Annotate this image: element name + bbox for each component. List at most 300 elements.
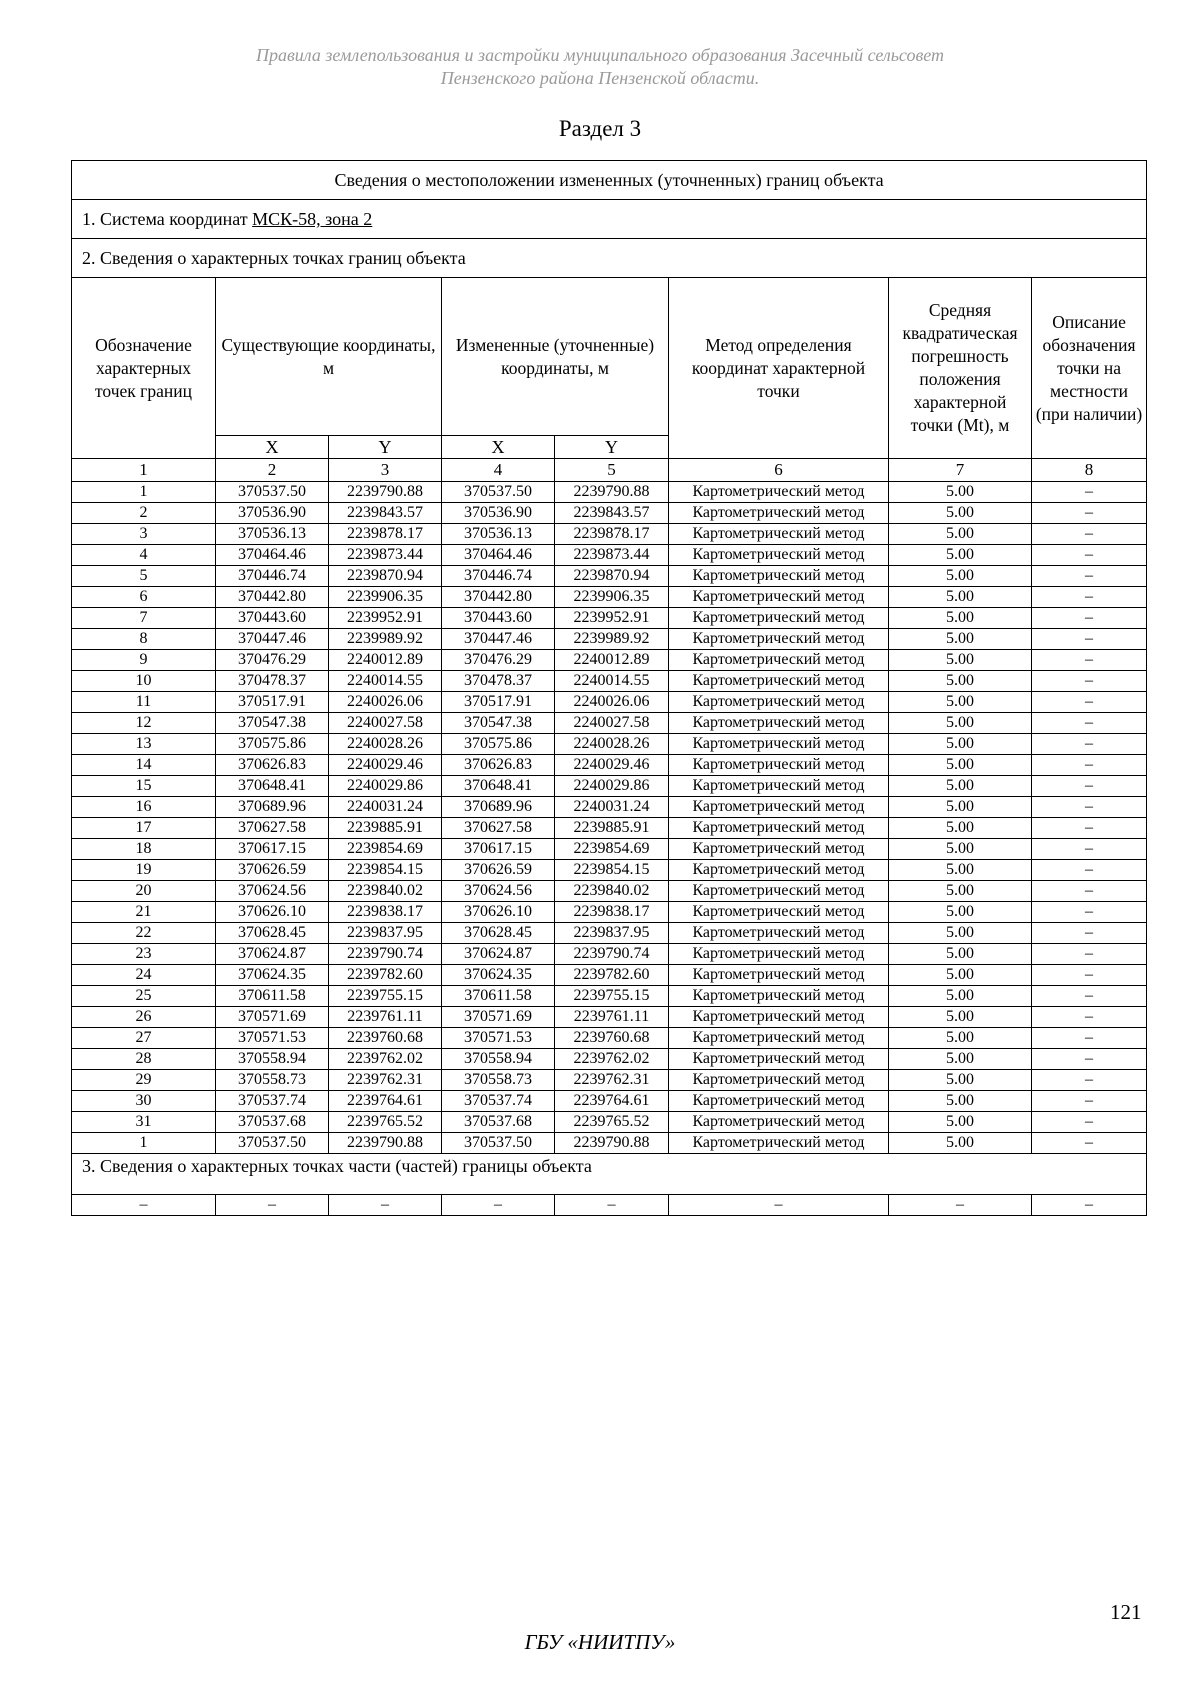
table-cell: 2239782.60	[555, 965, 669, 986]
table-caption: Сведения о местоположении измененных (уточненных) границ объекта	[72, 161, 1147, 200]
table-cell: 2239790.74	[329, 944, 442, 965]
table-cell: 2239837.95	[555, 923, 669, 944]
table-cell: 2239843.57	[555, 503, 669, 524]
table-cell: 5.00	[889, 839, 1032, 860]
table-cell: 5.00	[889, 650, 1032, 671]
table-cell: 370547.38	[216, 713, 329, 734]
table-cell: 19	[72, 860, 216, 881]
table-cell: 5.00	[889, 1133, 1032, 1154]
table-cell: 18	[72, 839, 216, 860]
header-error: Средняя квадратическая погрешность положения характерной точки (Mt), м	[889, 278, 1032, 459]
table-cell: 5.00	[889, 503, 1032, 524]
table-cell: 2239764.61	[329, 1091, 442, 1112]
table-cell: 370626.59	[216, 860, 329, 881]
table-cell: 2239762.31	[329, 1070, 442, 1091]
table-row	[72, 482, 1147, 503]
table-cell: 5.00	[889, 881, 1032, 902]
table-cell: 2239854.15	[329, 860, 442, 881]
table-row	[72, 1091, 1147, 1112]
table-cell: 370648.41	[216, 776, 329, 797]
table-cell: 5.00	[889, 713, 1032, 734]
table-cell: 370627.58	[442, 818, 555, 839]
table-cell: 8	[72, 629, 216, 650]
table-cell: 370558.73	[442, 1070, 555, 1091]
table-cell: Картометрический метод	[669, 944, 889, 965]
table-row	[72, 608, 1147, 629]
table-cell: 370447.46	[216, 629, 329, 650]
table-cell: 5.00	[889, 1070, 1032, 1091]
table-cell: 2239989.92	[329, 629, 442, 650]
column-number: 6	[669, 459, 889, 482]
table-cell: 2239870.94	[555, 566, 669, 587]
header-description: Описание обозначения точки на местности (при наличии)	[1032, 278, 1147, 459]
table-cell: –	[555, 1195, 669, 1216]
header-method: Метод определения координат характерной точки	[669, 278, 889, 459]
table-cell: 370558.94	[442, 1049, 555, 1070]
table-cell: –	[1032, 692, 1147, 713]
table-cell: 370537.74	[216, 1091, 329, 1112]
table-cell: 2239878.17	[555, 524, 669, 545]
table-row	[72, 755, 1147, 776]
table-row	[72, 1133, 1147, 1154]
table-cell: 370476.29	[216, 650, 329, 671]
table-cell: 370478.37	[442, 671, 555, 692]
table-cell: 5.00	[889, 944, 1032, 965]
table-row	[72, 902, 1147, 923]
table-cell: Картометрический метод	[669, 524, 889, 545]
table-cell: 9	[72, 650, 216, 671]
running-header-line-1: Правила землепользования и застройки муниципального образования Засечный сельсовет	[255, 45, 945, 65]
header-existing-x: X	[216, 436, 329, 459]
table-row	[72, 524, 1147, 545]
table-row	[72, 650, 1147, 671]
header-changed: Измененные (уточненные) координаты, м	[442, 278, 669, 436]
column-number: 2	[216, 459, 329, 482]
table-cell: 370517.91	[442, 692, 555, 713]
table-cell: 2240012.89	[329, 650, 442, 671]
table-cell: Картометрический метод	[669, 902, 889, 923]
coord-system-row	[72, 200, 1147, 239]
table-cell: 370536.13	[442, 524, 555, 545]
table-cell: 2239755.15	[329, 986, 442, 1007]
table-cell: 2239906.35	[329, 587, 442, 608]
coord-system-cell	[72, 200, 1147, 239]
table-cell: –	[1032, 839, 1147, 860]
table-cell: –	[1032, 818, 1147, 839]
table-cell: 29	[72, 1070, 216, 1091]
table-cell: 24	[72, 965, 216, 986]
table-cell: –	[1032, 1091, 1147, 1112]
table-cell: 370476.29	[442, 650, 555, 671]
table-cell: –	[1032, 608, 1147, 629]
table-cell: Картометрический метод	[669, 881, 889, 902]
table-cell: 5.00	[889, 1028, 1032, 1049]
table-cell: 370443.60	[216, 608, 329, 629]
table-cell: –	[1032, 1195, 1147, 1216]
table-cell: 2239873.44	[555, 545, 669, 566]
table-row	[72, 692, 1147, 713]
table-row	[72, 713, 1147, 734]
table-cell: 2239854.69	[555, 839, 669, 860]
table-cell: 370689.96	[442, 797, 555, 818]
table-cell: Картометрический метод	[669, 587, 889, 608]
part-section-row	[72, 1154, 1147, 1195]
table-cell: 370628.45	[442, 923, 555, 944]
table-cell: 5.00	[889, 923, 1032, 944]
table-cell: 370446.74	[442, 566, 555, 587]
table-cell: 4	[72, 545, 216, 566]
table-cell: 370558.73	[216, 1070, 329, 1091]
table-cell: 5.00	[889, 1112, 1032, 1133]
table-cell: –	[1032, 1070, 1147, 1091]
table-row	[72, 818, 1147, 839]
table-cell: 2240027.58	[329, 713, 442, 734]
table-cell: Картометрический метод	[669, 986, 889, 1007]
table-cell: 2240031.24	[329, 797, 442, 818]
table-cell: 2240029.46	[329, 755, 442, 776]
table-cell: 370626.10	[442, 902, 555, 923]
point-rows	[72, 482, 1147, 1154]
table-cell: 2239854.69	[329, 839, 442, 860]
table-cell: 5.00	[889, 755, 1032, 776]
table-cell: 370571.69	[442, 1007, 555, 1028]
table-cell: Картометрический метод	[669, 608, 889, 629]
table-cell: 1	[72, 482, 216, 503]
table-cell: 5.00	[889, 797, 1032, 818]
table-cell: 2240012.89	[555, 650, 669, 671]
table-cell: –	[1032, 545, 1147, 566]
table-cell: 5.00	[889, 524, 1032, 545]
table-cell: 370617.15	[442, 839, 555, 860]
table-cell: 370537.50	[442, 1133, 555, 1154]
footer-org: ГБУ «НИИТПУ»	[524, 1630, 676, 1654]
table-cell: 23	[72, 944, 216, 965]
table-cell: 2239761.11	[329, 1007, 442, 1028]
table-cell: 370517.91	[216, 692, 329, 713]
table-cell: –	[1032, 965, 1147, 986]
table-cell: Картометрический метод	[669, 482, 889, 503]
table-cell: 11	[72, 692, 216, 713]
column-number: 3	[329, 459, 442, 482]
table-row	[72, 671, 1147, 692]
table-cell: –	[1032, 1133, 1147, 1154]
table-cell: 370575.86	[216, 734, 329, 755]
running-header	[0, 44, 1200, 90]
table-cell: 370442.80	[442, 587, 555, 608]
table-cell: 5.00	[889, 482, 1032, 503]
table-cell: 2240026.06	[329, 692, 442, 713]
coord-system-label: 1. Система координат	[82, 209, 253, 229]
table-cell: Картометрический метод	[669, 650, 889, 671]
points-section-row	[72, 239, 1147, 278]
table-cell: 370537.50	[442, 482, 555, 503]
table-cell: 370442.80	[216, 587, 329, 608]
table-cell: 27	[72, 1028, 216, 1049]
table-row	[72, 1007, 1147, 1028]
table-cell: Картометрический метод	[669, 671, 889, 692]
table-cell: 5	[72, 566, 216, 587]
table-cell: 370571.69	[216, 1007, 329, 1028]
table-cell: 2239952.91	[555, 608, 669, 629]
table-row	[72, 797, 1147, 818]
table-cell: –	[1032, 1112, 1147, 1133]
page-number: 121	[1110, 1600, 1142, 1624]
table-cell: 370537.50	[216, 1133, 329, 1154]
table-cell: –	[1032, 587, 1147, 608]
section-title: Раздел 3	[558, 116, 642, 141]
table-cell: 370447.46	[442, 629, 555, 650]
table-row	[72, 1028, 1147, 1049]
table-cell: 2239854.15	[555, 860, 669, 881]
column-number: 5	[555, 459, 669, 482]
table-cell: –	[1032, 881, 1147, 902]
table-cell: 5.00	[889, 629, 1032, 650]
table-cell: Картометрический метод	[669, 1070, 889, 1091]
table-row	[72, 587, 1147, 608]
table-cell: Картометрический метод	[669, 1007, 889, 1028]
table-cell: 2239761.11	[555, 1007, 669, 1028]
table-cell: 2239762.02	[555, 1049, 669, 1070]
table-cell: –	[1032, 629, 1147, 650]
table-cell: –	[1032, 944, 1147, 965]
table-cell: 5.00	[889, 692, 1032, 713]
table-cell: –	[1032, 1007, 1147, 1028]
table-row	[72, 881, 1147, 902]
table-cell: 2240029.46	[555, 755, 669, 776]
table-cell: 370648.41	[442, 776, 555, 797]
table-row	[72, 545, 1147, 566]
table-cell: 5.00	[889, 1091, 1032, 1112]
table-cell: 2239755.15	[555, 986, 669, 1007]
table-cell: Картометрический метод	[669, 839, 889, 860]
table-cell: Картометрический метод	[669, 755, 889, 776]
table-cell: 370624.56	[442, 881, 555, 902]
table-cell: 21	[72, 902, 216, 923]
table-cell: –	[669, 1195, 889, 1216]
table-cell: 5.00	[889, 776, 1032, 797]
table-cell: 16	[72, 797, 216, 818]
table-row	[72, 1112, 1147, 1133]
table-cell: 370571.53	[216, 1028, 329, 1049]
table-cell: Картометрический метод	[669, 713, 889, 734]
table-cell: 370611.58	[442, 986, 555, 1007]
table-cell: 2239870.94	[329, 566, 442, 587]
table-cell: 17	[72, 818, 216, 839]
table-row	[72, 734, 1147, 755]
table-cell: 2239790.88	[555, 482, 669, 503]
table-cell: Картометрический метод	[669, 965, 889, 986]
table-row	[72, 944, 1147, 965]
table-cell: 28	[72, 1049, 216, 1070]
table-cell: 14	[72, 755, 216, 776]
table-cell: 2239843.57	[329, 503, 442, 524]
part-rows	[72, 1195, 1147, 1216]
table-row	[72, 1049, 1147, 1070]
table-cell: –	[1032, 986, 1147, 1007]
table-cell: –	[216, 1195, 329, 1216]
table-cell: 2240028.26	[555, 734, 669, 755]
table-cell: 2239837.95	[329, 923, 442, 944]
table-cell: 370611.58	[216, 986, 329, 1007]
table-cell: 13	[72, 734, 216, 755]
table-cell: 2239952.91	[329, 608, 442, 629]
table-row	[72, 776, 1147, 797]
table-cell: 22	[72, 923, 216, 944]
table-cell: –	[1032, 713, 1147, 734]
table-cell: Картометрический метод	[669, 818, 889, 839]
table-cell: 2239790.88	[555, 1133, 669, 1154]
table-cell: 2239782.60	[329, 965, 442, 986]
table-cell: 2239838.17	[329, 902, 442, 923]
part-section-title: 3. Сведения о характерных точках части (частей) границы объекта	[72, 1154, 1147, 1195]
table-cell: Картометрический метод	[669, 776, 889, 797]
table-cell: –	[1032, 524, 1147, 545]
running-header-line-2: Пензенского района Пензенской области.	[440, 68, 760, 88]
table-cell: 370624.35	[216, 965, 329, 986]
table-cell: 5.00	[889, 608, 1032, 629]
table-cell: 15	[72, 776, 216, 797]
table-cell: Картометрический метод	[669, 734, 889, 755]
table-cell: Картометрический метод	[669, 923, 889, 944]
table-cell: 2239878.17	[329, 524, 442, 545]
table-cell: 2239885.91	[555, 818, 669, 839]
table-cell: Картометрический метод	[669, 1028, 889, 1049]
table-cell: 2239840.02	[555, 881, 669, 902]
table-cell: 370536.90	[216, 503, 329, 524]
table-cell: 5.00	[889, 671, 1032, 692]
table-cell: 2240026.06	[555, 692, 669, 713]
table-cell: 2240014.55	[555, 671, 669, 692]
table-cell: 2239764.61	[555, 1091, 669, 1112]
table-cell: –	[1032, 797, 1147, 818]
table-cell: –	[1032, 923, 1147, 944]
table-cell: –	[1032, 860, 1147, 881]
table-cell: 370537.74	[442, 1091, 555, 1112]
table-cell: 2239765.52	[329, 1112, 442, 1133]
table-cell: Картометрический метод	[669, 692, 889, 713]
table-cell: 5.00	[889, 818, 1032, 839]
table-cell: –	[889, 1195, 1032, 1216]
header-changed-y: Y	[555, 436, 669, 459]
column-number: 4	[442, 459, 555, 482]
table-cell: 2239873.44	[329, 545, 442, 566]
column-number: 7	[889, 459, 1032, 482]
table-cell: 1	[72, 1133, 216, 1154]
table-cell: 2239838.17	[555, 902, 669, 923]
table-cell: 5.00	[889, 965, 1032, 986]
table-cell: 370558.94	[216, 1049, 329, 1070]
header-existing: Существующие координаты, м	[216, 278, 442, 436]
table-cell: 7	[72, 608, 216, 629]
table-cell: 10	[72, 671, 216, 692]
table-cell: 5.00	[889, 566, 1032, 587]
table-cell: 5.00	[889, 986, 1032, 1007]
table-cell: 31	[72, 1112, 216, 1133]
table-row	[72, 1070, 1147, 1091]
table-cell: 2239790.88	[329, 1133, 442, 1154]
table-cell: –	[1032, 1049, 1147, 1070]
points-section-title: 2. Сведения о характерных точках границ объекта	[72, 239, 1147, 278]
table-row	[72, 566, 1147, 587]
table-row	[72, 965, 1147, 986]
table-row	[72, 839, 1147, 860]
table-cell: –	[1032, 671, 1147, 692]
table-cell: Картометрический метод	[669, 1133, 889, 1154]
table-cell: 2	[72, 503, 216, 524]
table-cell: Картометрический метод	[669, 1049, 889, 1070]
column-numbers-row	[72, 459, 1147, 482]
table-cell: 2239765.52	[555, 1112, 669, 1133]
table-cell: 2239762.02	[329, 1049, 442, 1070]
table-cell: –	[1032, 650, 1147, 671]
table-cell: 370537.68	[442, 1112, 555, 1133]
table-cell: 370464.46	[216, 545, 329, 566]
table-cell: 370626.83	[216, 755, 329, 776]
table-cell: 6	[72, 587, 216, 608]
table-cell: –	[1032, 776, 1147, 797]
table-cell: 5.00	[889, 1007, 1032, 1028]
table-cell: 5.00	[889, 1049, 1032, 1070]
table-cell: 2240031.24	[555, 797, 669, 818]
table-cell: 12	[72, 713, 216, 734]
table-cell: 2240027.58	[555, 713, 669, 734]
table-cell: 2240028.26	[329, 734, 442, 755]
table-cell: 20	[72, 881, 216, 902]
table-cell: 370537.50	[216, 482, 329, 503]
table-cell: –	[442, 1195, 555, 1216]
header-changed-x: X	[442, 436, 555, 459]
table-cell: 2239790.74	[555, 944, 669, 965]
table-caption-row	[72, 161, 1147, 200]
header-designation: Обозначение характерных точек границ	[72, 278, 216, 459]
table-cell: 370626.83	[442, 755, 555, 776]
table-cell: 370626.59	[442, 860, 555, 881]
table-cell: 5.00	[889, 734, 1032, 755]
table-cell: 25	[72, 986, 216, 1007]
table-row	[72, 923, 1147, 944]
header-row	[72, 278, 1147, 436]
table-cell: –	[1032, 902, 1147, 923]
column-number: 1	[72, 459, 216, 482]
table-cell: 2239760.68	[329, 1028, 442, 1049]
table-cell: 370627.58	[216, 818, 329, 839]
header-existing-y: Y	[329, 436, 442, 459]
table-cell: 370547.38	[442, 713, 555, 734]
table-cell: Картометрический метод	[669, 860, 889, 881]
table-cell: 370617.15	[216, 839, 329, 860]
table-cell: 2240014.55	[329, 671, 442, 692]
table-cell: Картометрический метод	[669, 1112, 889, 1133]
table-cell: 370624.35	[442, 965, 555, 986]
table-cell: –	[329, 1195, 442, 1216]
table-cell: 2239989.92	[555, 629, 669, 650]
table-cell: 370536.13	[216, 524, 329, 545]
table-cell: 370536.90	[442, 503, 555, 524]
table-cell: 370464.46	[442, 545, 555, 566]
table-cell: Картометрический метод	[669, 797, 889, 818]
table-cell: 2239760.68	[555, 1028, 669, 1049]
table-cell: 370624.87	[216, 944, 329, 965]
table-cell: 5.00	[889, 545, 1032, 566]
table-cell: 2239840.02	[329, 881, 442, 902]
table-cell: 2240029.86	[329, 776, 442, 797]
table-cell: –	[1032, 1028, 1147, 1049]
table-cell: 370537.68	[216, 1112, 329, 1133]
table-cell: Картометрический метод	[669, 545, 889, 566]
table-cell: –	[72, 1195, 216, 1216]
table-cell: –	[1032, 734, 1147, 755]
table-row	[72, 860, 1147, 881]
